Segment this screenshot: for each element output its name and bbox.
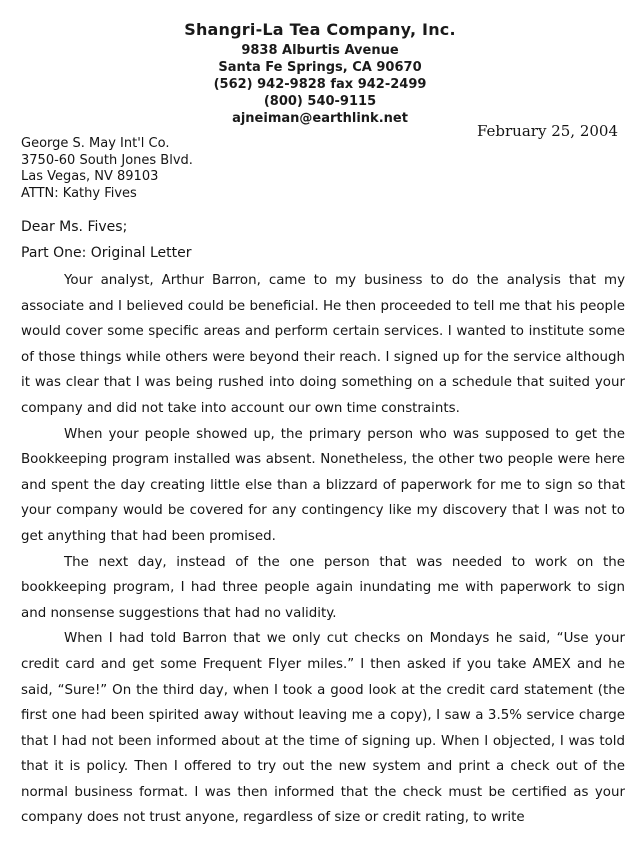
salutation: Dear Ms. Fives; xyxy=(21,219,128,235)
company-tollfree: (800) 540-9115 xyxy=(263,94,377,109)
company-email: ajneiman@earthlink.net xyxy=(232,111,408,126)
paragraph-4: When I had told Barron that we only cut checks on Mondays he said, “Use your credit card and get some Frequent Flyer miles.” I then asked if you take AMEX and he said, “Sure!” On the third day, when I took a good look at the credit card statement (the first one had been spirited away without leaving me a copy), I saw a 3.5% service charge that I had not been informed about at the time of signing up. When I objected, I was told that it is policy. Then I offered to try out the new system and print a check out of the normal business format. I was then informed that the check must be certified as your company does not trust anyone, regardless of size or credit rating, to write xyxy=(21,631,625,826)
paragraph-2: When your people showed up, the primary person who was supposed to get the Bookkeeping program installed was absent. Nonetheless, the other two people were here and spent the day creating little else than a blizzard of paperwork for me to sign so that your company would be covered for any contingency like my discovery that I was not to get anything that had been promised. xyxy=(21,426,625,544)
company-street: 9838 Alburtis Avenue xyxy=(241,43,399,58)
company-phone-fax: (562) 942-9828 fax 942-2499 xyxy=(213,77,427,92)
letter-date: February 25, 2004 xyxy=(476,122,618,140)
recipient-street: 3750-60 South Jones Blvd. xyxy=(21,152,193,168)
paragraph-1: Your analyst, Arthur Barron, came to my business to do the analysis that my associate and I believed could be beneficial. He then proceeded to tell me that his people would cover some specific areas and perform certain services. I wanted to institute some of those things while others were beyond their reach. I signed up for the service although it was clear that I was being rushed into doing something on a schedule that suited your company and did not take into account our own time constraints. xyxy=(21,273,625,416)
recipient-city: Las Vegas, NV 89103 xyxy=(21,169,159,184)
section-heading: Part One: Original Letter xyxy=(21,245,192,261)
letterhead xyxy=(0,18,630,127)
recipient-company: George S. May Int'l Co. xyxy=(21,136,170,151)
paragraph-3: The next day, instead of the one person that was needed to work on the bookkeeping program, I had three people again inundating me with paperwork to sign and nonsense suggestions that had no validity. xyxy=(21,554,625,621)
company-city: Santa Fe Springs, CA 90670 xyxy=(218,60,422,75)
company-name: Shangri-La Tea Company, Inc. xyxy=(184,20,456,39)
letter-body xyxy=(21,268,625,831)
recipient-address xyxy=(21,136,193,202)
recipient-attention: ATTN: Kathy Fives xyxy=(21,185,137,201)
